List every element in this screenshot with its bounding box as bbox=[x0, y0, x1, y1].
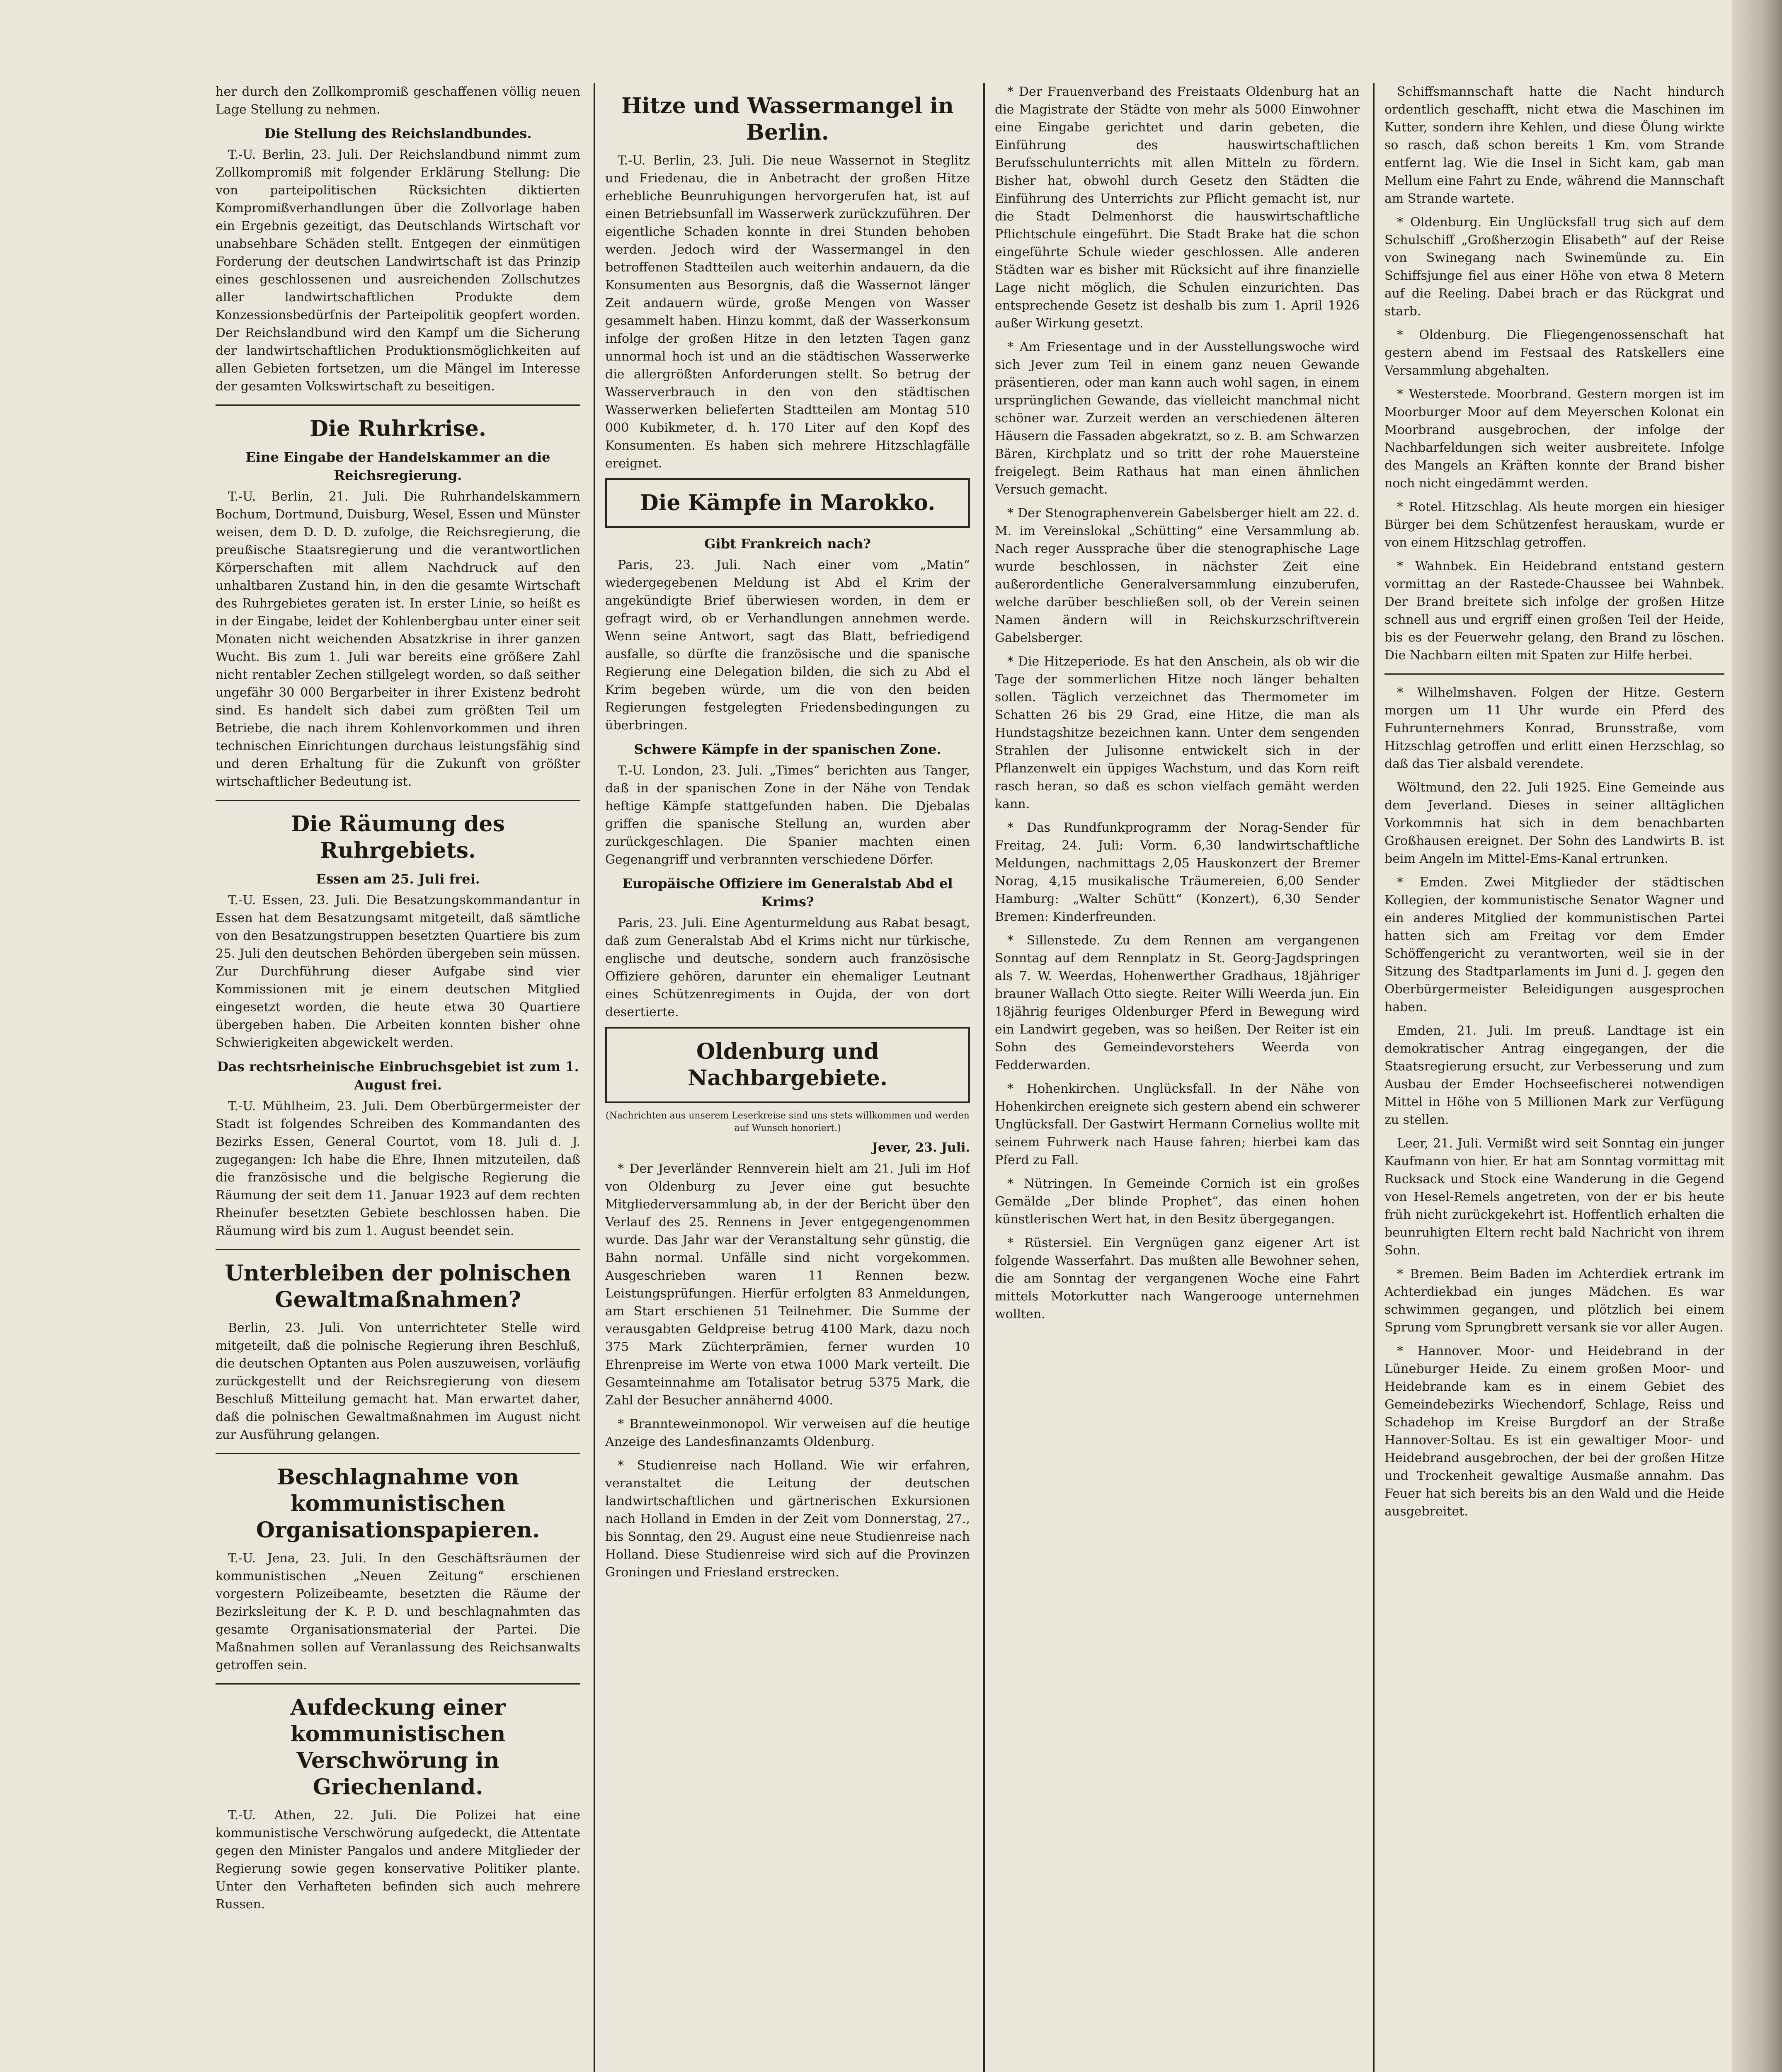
offiziere-article: Paris, 23. Juli. Eine Agenturmeldung aus Rabat besagt, daß zum Generalstab Abd el Krims nicht nur türkische, englische und deutsche, sondern auch französische Offiziere gehören, darunter ein ehemaliger Leutnant eines Schützenregiments in Oujda, der von dort desertierte. bbox=[605, 916, 970, 1019]
rotel-article: * Rotel. Hitzschlag. Als heute morgen ein hiesiger Bürger bei dem Schützenfest herauskam, wurde er von einem Hitzschlag getroffen. bbox=[1384, 500, 1724, 550]
fliegen-article: * Oldenburg. Die Fliegengenossenschaft hat gestern abend im Festsaal des Ratskellers eine Versammlung abgehalten. bbox=[1384, 328, 1724, 378]
hitzeperiode-article: * Die Hitzeperiode. Es hat den Anschein, als ob wir die Tage der sommerlichen Hitze noch länger behalten sollen. Täglich verzeichnet das Thermometer im Schatten 26 bis 29 Grad, eine Hitze, die man als Hundstagshitze bezeichnen kann. Unter dem sengenden Strahlen der Julisonne entwickelt sich in der Pflanzenwelt ein üppiges Wachstum, und das Korn reift rasch heran, so daß es schon vielfach gemäht werden kann. bbox=[995, 654, 1360, 811]
monopol-article: * Brannteweinmonopol. Wir verweisen auf die heutige Anzeige des Landesfinanzamts Oldenburg. bbox=[605, 1417, 970, 1449]
separator bbox=[216, 1453, 580, 1454]
raeumung-heading: Die Räumung des Ruhrgebiets. bbox=[291, 811, 505, 863]
hitze-heading: Hitze und Wassermangel in Berlin. bbox=[621, 93, 954, 145]
hannover-article: * Hannover. Moor- und Heidebrand in der Lüneburger Heide. Zu einem großen Moor- und Heidebrande kam es in einem Gebiet des Gemeindebezirks Wiechendorf, Schlage, Reiss und Schadehop im Kreise Burgdorf an der Straße Hannover-Soltau. Es ist ein gewaltiger Moor- und Heidebrand ausgebrochen, der bei der großen Hitze und Trockenheit gewaltige Ausmaße annahm. Das Feuer hat sich bereits bis an den Wald und die Heide ausgebreitet. bbox=[1384, 1344, 1724, 1519]
ruhrkrise-heading: Die Ruhrkrise. bbox=[310, 416, 486, 441]
raeumung-subheading: Essen am 25. Juli frei. bbox=[316, 871, 480, 887]
woltmund-article: Wöltmund, den 22. Juli 1925. Eine Gemeinde aus dem Jeverland. Dieses in seiner alltäglichen Vorkommnis hat sich in dem benachbarten Großhausen ereignet. Der Sohn des Landwirts B. ist beim Angeln im Mittel-Ems-Kanal ertrunken. bbox=[1384, 780, 1724, 866]
oldenburg-note: (Nachrichten aus unserem Leserkreise sind uns stets willkommen und werden auf Wunsch honoriert.) bbox=[606, 1111, 970, 1133]
rundfunk-article: * Das Rundfunkprogramm der Norag-Sender für Freitag, 24. Juli: Vorm. 6,30 landwirtschaftliche Meldungen, nachmittags 2,05 Hauskonzert der Bremer Norag, 4,15 musikalische Träumereien, 6,00 Sender Hamburg: „Walter Schütt“ (Konzert), 6,30 Sender Bremen: Kinderfreunden. bbox=[995, 821, 1360, 924]
separator bbox=[1384, 673, 1724, 675]
column-2 bbox=[605, 83, 970, 2072]
spanisch-subheading: Schwere Kämpfe in der spanischen Zone. bbox=[634, 741, 941, 757]
jever-dateline: Jever, 23. Juli. bbox=[872, 1140, 970, 1155]
column-rule bbox=[594, 83, 595, 2072]
hitze-article: T.-U. Berlin, 23. Juli. Die neue Wassernot in Steglitz und Friedenau, die in Anbetracht der großen Hitze erhebliche Beunruhigungen hervorgerufen hat, ist auf einen Betriebsunfall im Wasserwerk zurückzuführen. Der eigentliche Schaden konnte in drei Stunden behoben werden. Jedoch wird der Wassermangel in den betroffenen Stadtteilen auch weiterhin andauern, da die Konsumenten aus Besorgnis, daß die Wassernot länger Zeit andauern würde, große Mengen von Wasser gesammelt haben. Hinzu kommt, daß der Wasserkonsum infolge der großen Hitze in den letzten Tagen ganz unnormal hoch ist und an die städtischen Wasserwerke die allergrößten Anforderungen stellt. So betrug der Wasserverbrauch in den von den städtischen Wasserwerken belieferten Stadtteilen am Montag 510 000 Kubikmeter, d. h. 170 Liter auf den Kopf des Konsumenten. Es haben sich mehrere Hitzschlagfälle ereignet. bbox=[605, 153, 970, 471]
ruhrkrise-article: T.-U. Berlin, 21. Juli. Die Ruhrhandelskammern Bochum, Dortmund, Duisburg, Wesel, Essen und Münster weisen, dem D. D. D. zufolge, die Reichsregierung, die preußische Staatsregierung und die verantwortlichen Körperschaften mit allem Nachdruck auf den unhaltbaren Zustand hin, in den die gesamte Wirtschaft des Ruhrgebietes geraten ist. In erster Linie, so heißt es in der Eingabe, leidet der Kohlenbergbau unter einer seit Monaten nicht weichenden Absatzkrise in ihrer ganzen Wucht. Bis zum 1. Juli war bereits eine größere Zahl nicht rentabler Zechen stillgelegt worden, so daß seither ungefähr 30 000 Bergarbeiter in ihrer Existenz bedroht sind. Es handelt sich dabei zum größten Teil um Betriebe, die nach ihrem Kohlenvorkommen und ihren technischen Einrichtungen durchaus leistungsfähig sind und deren Erhaltung für die Zukunft von größter wirtschaftlicher Bedeutung ist. bbox=[216, 489, 580, 789]
leer-article: Leer, 21. Juli. Vermißt wird seit Sonntag ein junger Kaufmann von hier. Er hat am Sonntag vormittag mit Rucksack und Stock eine Wanderung in die Gegend von Hesel-Remels angetreten, von der er bis heute früh nicht zurückgekehrt ist. Hoffentlich erhalten die beunruhigten Eltern recht bald Nachricht von ihrem Sohn. bbox=[1384, 1136, 1724, 1258]
separator bbox=[216, 404, 580, 406]
column-4 bbox=[1384, 83, 1724, 2072]
polen-article: Berlin, 23. Juli. Von unterrichteter Stelle wird mitgeteilt, daß die polnische Regierung ihren Beschluß, die deutschen Optanten aus Polen auszuweisen, vorläufig zurückgestellt und der Reichsregierung von diesem Beschluß Mitteilung gemacht hat. Man erwartet daher, daß die polnischen Gewaltmaßnahmen im August nicht zur Ausführung gelangen. bbox=[216, 1321, 580, 1442]
landbund-heading: Die Stellung des Reichslandbundes. bbox=[264, 126, 532, 141]
kommunist-heading: Beschlagnahme von kommunistischen Organisationspapieren. bbox=[256, 1464, 540, 1543]
griechen-article: T.-U. Athen, 22. Juli. Die Polizei hat eine kommunistische Verschwörung aufgedeckt, die Attentate gegen den Minister Pangalos und andere Mitglieder der Regierung sowie gegen konservative Politiker plante. Unter den Verhafteten befinden sich auch mehrere Russen. bbox=[216, 1808, 580, 1912]
rhein-subheading: Das rechtsrheinische Einbruchsgebiet ist zum 1. August frei. bbox=[217, 1059, 579, 1093]
separator bbox=[216, 1249, 580, 1250]
column-1 bbox=[216, 83, 580, 2072]
kommunist-article: T.-U. Jena, 23. Juli. In den Geschäftsräumen der kommunistischen „Neuen Zeitung“ erschienen vorgestern Polizeibeamte, besetzten die Räume der Bezirksleitung der K. P. D. und beschlagnahmten das gesamte Organisationsmaterial der Partei. Die Maßnahmen sollen auf Veranlassung des Reichsanwalts getroffen sein. bbox=[216, 1551, 580, 1673]
hohenkirchen-article: * Hohenkirchen. Unglücksfall. In der Nähe von Hohenkirchen ereignete sich gestern abend ein schwerer Unglücksfall. Der Gastwirt Hermann Cornelius wollte mit seinem Fuhrwerk nach Hause fahren; hierbei kam das Pferd zu Fall. bbox=[995, 1082, 1360, 1167]
separator bbox=[216, 1683, 580, 1685]
bremen-article: * Bremen. Beim Baden im Achterdiek ertrank im Achterdiekbad ein junges Mädchen. Es war schwimmen gegangen, und plötzlich bei einem Sprung vom Sprungbrett versank sie vor aller Augen. bbox=[1384, 1267, 1724, 1335]
sillenstede-article: * Sillenstede. Zu dem Rennen am vergangenen Sonntag auf dem Rennplatz in St. Georg-Jagdspringen als 7. W. Weerdas, Hohenwerther Gradhaus, 18jähriger brauner Wallach Otto siegte. Reiter Willi Weerda jun. Ein 18jährig feuriges Oldenburger Pferd in Bewegung wird ein Landwirt gegeben, was so heißen. Der Reiter ist ein Sohn des Gemeindevorstehers Weerda von Fedderwarden. bbox=[995, 933, 1360, 1072]
friesentag-article: * Am Friesentage und in der Ausstellungswoche wird sich Jever zum Teil in einem ganz neuen Gewande präsentieren, oder man kann auch wohl sagen, in einem ursprünglichen Gewande, das vielleicht manchmal nicht schöner war. Zurzeit werden an verschiedenen älteren Häusern die Fassaden abgekratzt, so z. B. am Schwarzen Bären, Kirchplatz und so tritt der rohe Mauersteine freigelegt. Beim Rathaus hat man einen ähnlichen Versuch gemacht. bbox=[995, 340, 1360, 497]
intro-text: her durch den Zollkompromiß geschaffenen völlig neuen Lage Stellung zu nehmen. bbox=[216, 85, 580, 117]
raeumung-article: T.-U. Essen, 23. Juli. Die Besatzungskommandantur in Essen hat dem Besatzungsamt mitgeteilt, daß sämtliche von den Besatzungstruppen besetzten Quartiere bis zum 25. Juli den deutschen Behörden übergeben sein müssen. Zur Durchführung dieser Aufgabe sind vier Kommissionen mit je einem deutschen Mitglied eingesetzt worden, die heute etwa 30 Quartiere übergeben haben. Die Arbeiten konnten bisher ohne Schwierigkeiten abgewickelt werden. bbox=[216, 893, 580, 1050]
emden-article: * Emden. Zwei Mitglieder der städtischen Kollegien, der kommunistische Senator Wagner und ein anderes Mitglied der kommunistischen Partei hatten sich am Freitag vor dem Emder Schöffengericht zu verantworten, weil sie in der Sitzung des Stadtparlaments im Juni d. J. gegen den Oberbürgermeister Beleidigungen ausgesprochen haben. bbox=[1384, 875, 1724, 1014]
holland-article: * Studienreise nach Holland. Wie wir erfahren, veranstaltet die Leitung der deutschen landwirtschaftlichen und gärtnerischen Exkursionen nach Holland in Emden in der Zeit vom Donnerstag, 27., bis Sonntag, den 29. August eine neue Studienreise nach Holland. Diese Studienreise wird sich auf die Provinzen Groningen und Friesland erstrecken. bbox=[605, 1458, 970, 1580]
marokko-heading: Die Kämpfe in Marokko. bbox=[640, 490, 936, 516]
polen-heading: Unterbleiben der polnischen Gewaltmaßnahmen? bbox=[225, 1261, 571, 1312]
emden2-article: Emden, 21. Juli. Im preuß. Landtage ist ein demokratischer Antrag eingegangen, der die Staatsregierung ersucht, zur Verbesserung und zum Ausbau der Emder Hochseefischerei notwendigen Mittel in Höhe von 5 Millionen Mark zur Verfügung zu stellen. bbox=[1384, 1024, 1724, 1127]
rhein-article: T.-U. Mühlheim, 23. Juli. Dem Oberbürgermeister der Stadt ist folgendes Schreiben des Kommandanten des Bezirks Essen, General Courtot, vom 18. Juli d. J. zugegangen: Ich habe die Ehre, Ihnen mitzuteilen, daß die französische und die belgische Regierung die Räumung der seit dem 11. Januar 1923 auf dem rechten Rheinufer besetzten Gebiete beschlossen haben. Die Räumung wird bis zum 1. August beendet sein. bbox=[216, 1099, 580, 1238]
column-3 bbox=[995, 83, 1360, 2072]
jever-article: * Der Jeverländer Rennverein hielt am 21. Juli im Hof von Oldenburg zu Jever eine gut besuchte Mitgliederversammlung ab, in der der Bericht über den Verlauf des 25. Rennens in Jever entgegengenommen wurde. Das Jahr war der Veranstaltung sehr günstig, die Bahn normal. Unfälle sind nicht vorgekommen. Ausgeschrieben waren 11 Rennen bezw. Leistungsprüfungen. Hierfür erfolgten 83 Anmeldungen, am Start erschienen 51 Teilnehmer. Die Summe der verausgabten Geldpreise betrug 4100 Mark, dazu noch 375 Mark Züchterprämien, ferner wurden 10 Ehrenpreise im Werte von etwa 1000 Mark verteilt. Die Gesamteinnahme am Totalisator betrug 5375 Mark, die Zahl der Besucher annähernd 4000. bbox=[605, 1162, 970, 1408]
column-rule bbox=[983, 83, 985, 2072]
marokko-article: Paris, 23. Juli. Nach einer vom „Matin“ wiedergegebenen Meldung ist Abd el Krim der angekündigte Brief überwiesen worden, in dem er gefragt wird, ob er Verhandlungen annehmen werde. Wenn seine Antwort, sagt das Blatt, befriedigend ausfalle, so dürfte die französische und die spanische Regierung eine Delegation bilden, die sich zu Abd el Krim begeben würde, um die von den beiden Regierungen festgelegten Friedensbedingungen zu überbringen. bbox=[605, 558, 970, 733]
marokko-box bbox=[605, 478, 970, 528]
oldenburg-box bbox=[605, 1027, 970, 1103]
westerstede-article: * Westerstede. Moorbrand. Gestern morgen ist im Moorburger Moor auf dem Meyerschen Kolonat ein Moorbrand ausgebrochen, der infolge der Nachbarfeldungen sich weiter ausbreitete. Infolge des Mangels an Kräften konnte der Brand bisher noch nicht eingedämmt werden. bbox=[1384, 387, 1724, 491]
frauen-article: * Der Frauenverband des Freistaats Oldenburg hat an die Magistrate der Städte von mehr als 5000 Einwohner eine Eingabe gerichtet und darin gebeten, die Einführung des hauswirtschaftlichen Berufsschulunterrichts mit allen Mitteln zu fördern. Bisher hat, obwohl durch Gesetz den Städten die Einführung des Unterrichts zur Pflicht gemacht ist, nur die Stadt Delmenhorst die hauswirtschaftliche Pflichtschule eingeführt. Die Stadt Brake hat die schon eingeführte Schule wieder geschlossen. Alle anderen Städten war es bisher mit Rücksicht auf ihre finanzielle Lage nicht möglich, die Schulen einzurichten. Das entsprechende Gesetz ist deshalb bis zum 1. April 1926 außer Wirkung gesetzt. bbox=[995, 85, 1360, 331]
column-rule bbox=[1373, 83, 1375, 2072]
spanisch-article: T.-U. London, 23. Juli. „Times“ berichten aus Tanger, daß in der spanischen Zone in der Nähe von Tendak heftige Kämpfe stattgefunden haben. Die Djebalas griffen die spanische Stellung an, wurden aber zurückgeschlagen. Die Spanier machten einen Gegenangriff und verbrannten verschiedene Dörfer. bbox=[605, 763, 970, 867]
griechen-heading: Aufdeckung einer kommunistischen Verschwörung in Griechenland. bbox=[290, 1695, 506, 1800]
marokko-subheading: Gibt Frankreich nach? bbox=[704, 536, 871, 552]
schiff-article: Schiffsmannschaft hatte die Nacht hindurch ordentlich geschafft, nicht etwa die Maschinen im Kutter, sondern ihre Kehlen, und diese Ölung wirkte so rasch, daß schon bereits 1 Km. vom Strande entfernt lag. Wie die Insel in Sicht kam, gab man Mellum eine Fahrt zu Ende, während die Mannschaft am Strande wartete. bbox=[1384, 85, 1724, 206]
ruhrkrise-subheading: Eine Eingabe der Handelskammer an die Reichsregierung. bbox=[245, 449, 550, 483]
oldenburg-heading: Oldenburg und Nachbargebiete. bbox=[688, 1039, 887, 1091]
steno-article: * Der Stenographenverein Gabelsberger hielt am 22. d. M. im Vereinslokal „Schütting“ eine Versammlung ab. Nach reger Aussprache über die stenographische Lage wurde beschlossen, in nächster Zeit eine außerordentliche Generalversammlung einzuberufen, welche darüber beschließen soll, ob der Verein seinen Namen ändern will in Reichskurzschriftverein Gabelsberger. bbox=[995, 506, 1360, 645]
landbund-article: T.-U. Berlin, 23. Juli. Der Reichslandbund nimmt zum Zollkompromiß mit folgender Erklärung Stellung: Die von parteipolitischen Rücksichten diktierten Kompromißverhandlungen über die Zollvorlage haben ein Ergebnis gezeitigt, das Deutschlands Wirtschaft vor unabsehbare Schäden stellt. Entgegen der einmütigen Forderung der deutschen Landwirtschaft ist das Prinzip eines geschlossenen und ausreichenden Zollschutzes aller landwirtschaftlichen Produkte dem Konzessionsbedürfnis der Parteipolitik geopfert worden. Der Reichslandbund wird den Kampf um die Sicherung der landwirtschaftlichen Produktionsmöglichkeiten auf allen Gebieten fortsetzen, um die Mängel im Interesse der gesamten Volkswirtschaft zu beseitigen. bbox=[216, 148, 580, 394]
book-spine bbox=[1732, 0, 1782, 2072]
separator bbox=[216, 800, 580, 801]
wahnbek-article: * Wahnbek. Ein Heidebrand entstand gestern vormittag an der Rastede-Chaussee bei Wahnbek. Der Brand breitete sich infolge der großen Hitze schnell aus und ergriff einen großen Teil der Heide, bis es der Feuerwehr gelang, den Brand zu löschen. Die Nachbarn eilten mit Spaten zur Hilfe herbei. bbox=[1384, 559, 1724, 663]
oldenburg-unglueck-article: * Oldenburg. Ein Unglücksfall trug sich auf dem Schulschiff „Großherzogin Elisabeth“ auf der Reise von Swinegang nach Swinemünde zu. Ein Schiffsjunge fiel aus einer Höhe von etwa 8 Metern auf die Reeling. Dabei brach er das Rückgrat und starb. bbox=[1384, 215, 1724, 319]
offiziere-subheading: Europäische Offiziere im Generalstab Abd el Krims? bbox=[622, 876, 953, 910]
ruestersiel-article: * Rüstersiel. Ein Vergnügen ganz eigener Art ist folgende Wasserfahrt. Das mußten alle Bewohner sehen, die am Sonntag der vergangenen Woche eine Fahrt mittels Motorkutter nach Wangerooge unternehmen wollten. bbox=[995, 1236, 1360, 1322]
nuetringen-article: * Nütringen. In Gemeinde Cornich ist ein großes Gemälde „Der blinde Prophet“, das einen hohen künstlerischen Wert hat, in den Besitz übergegangen. bbox=[995, 1176, 1360, 1227]
wilhelmshaven-article: * Wilhelmshaven. Folgen der Hitze. Gestern morgen um 11 Uhr wurde ein Pferd des Fuhrunternehmers Konrad, Brunsstraße, vom Hitzschlag getroffen und erlitt einen Herzschlag, so daß das Tier alsbald verendete. bbox=[1384, 685, 1724, 771]
